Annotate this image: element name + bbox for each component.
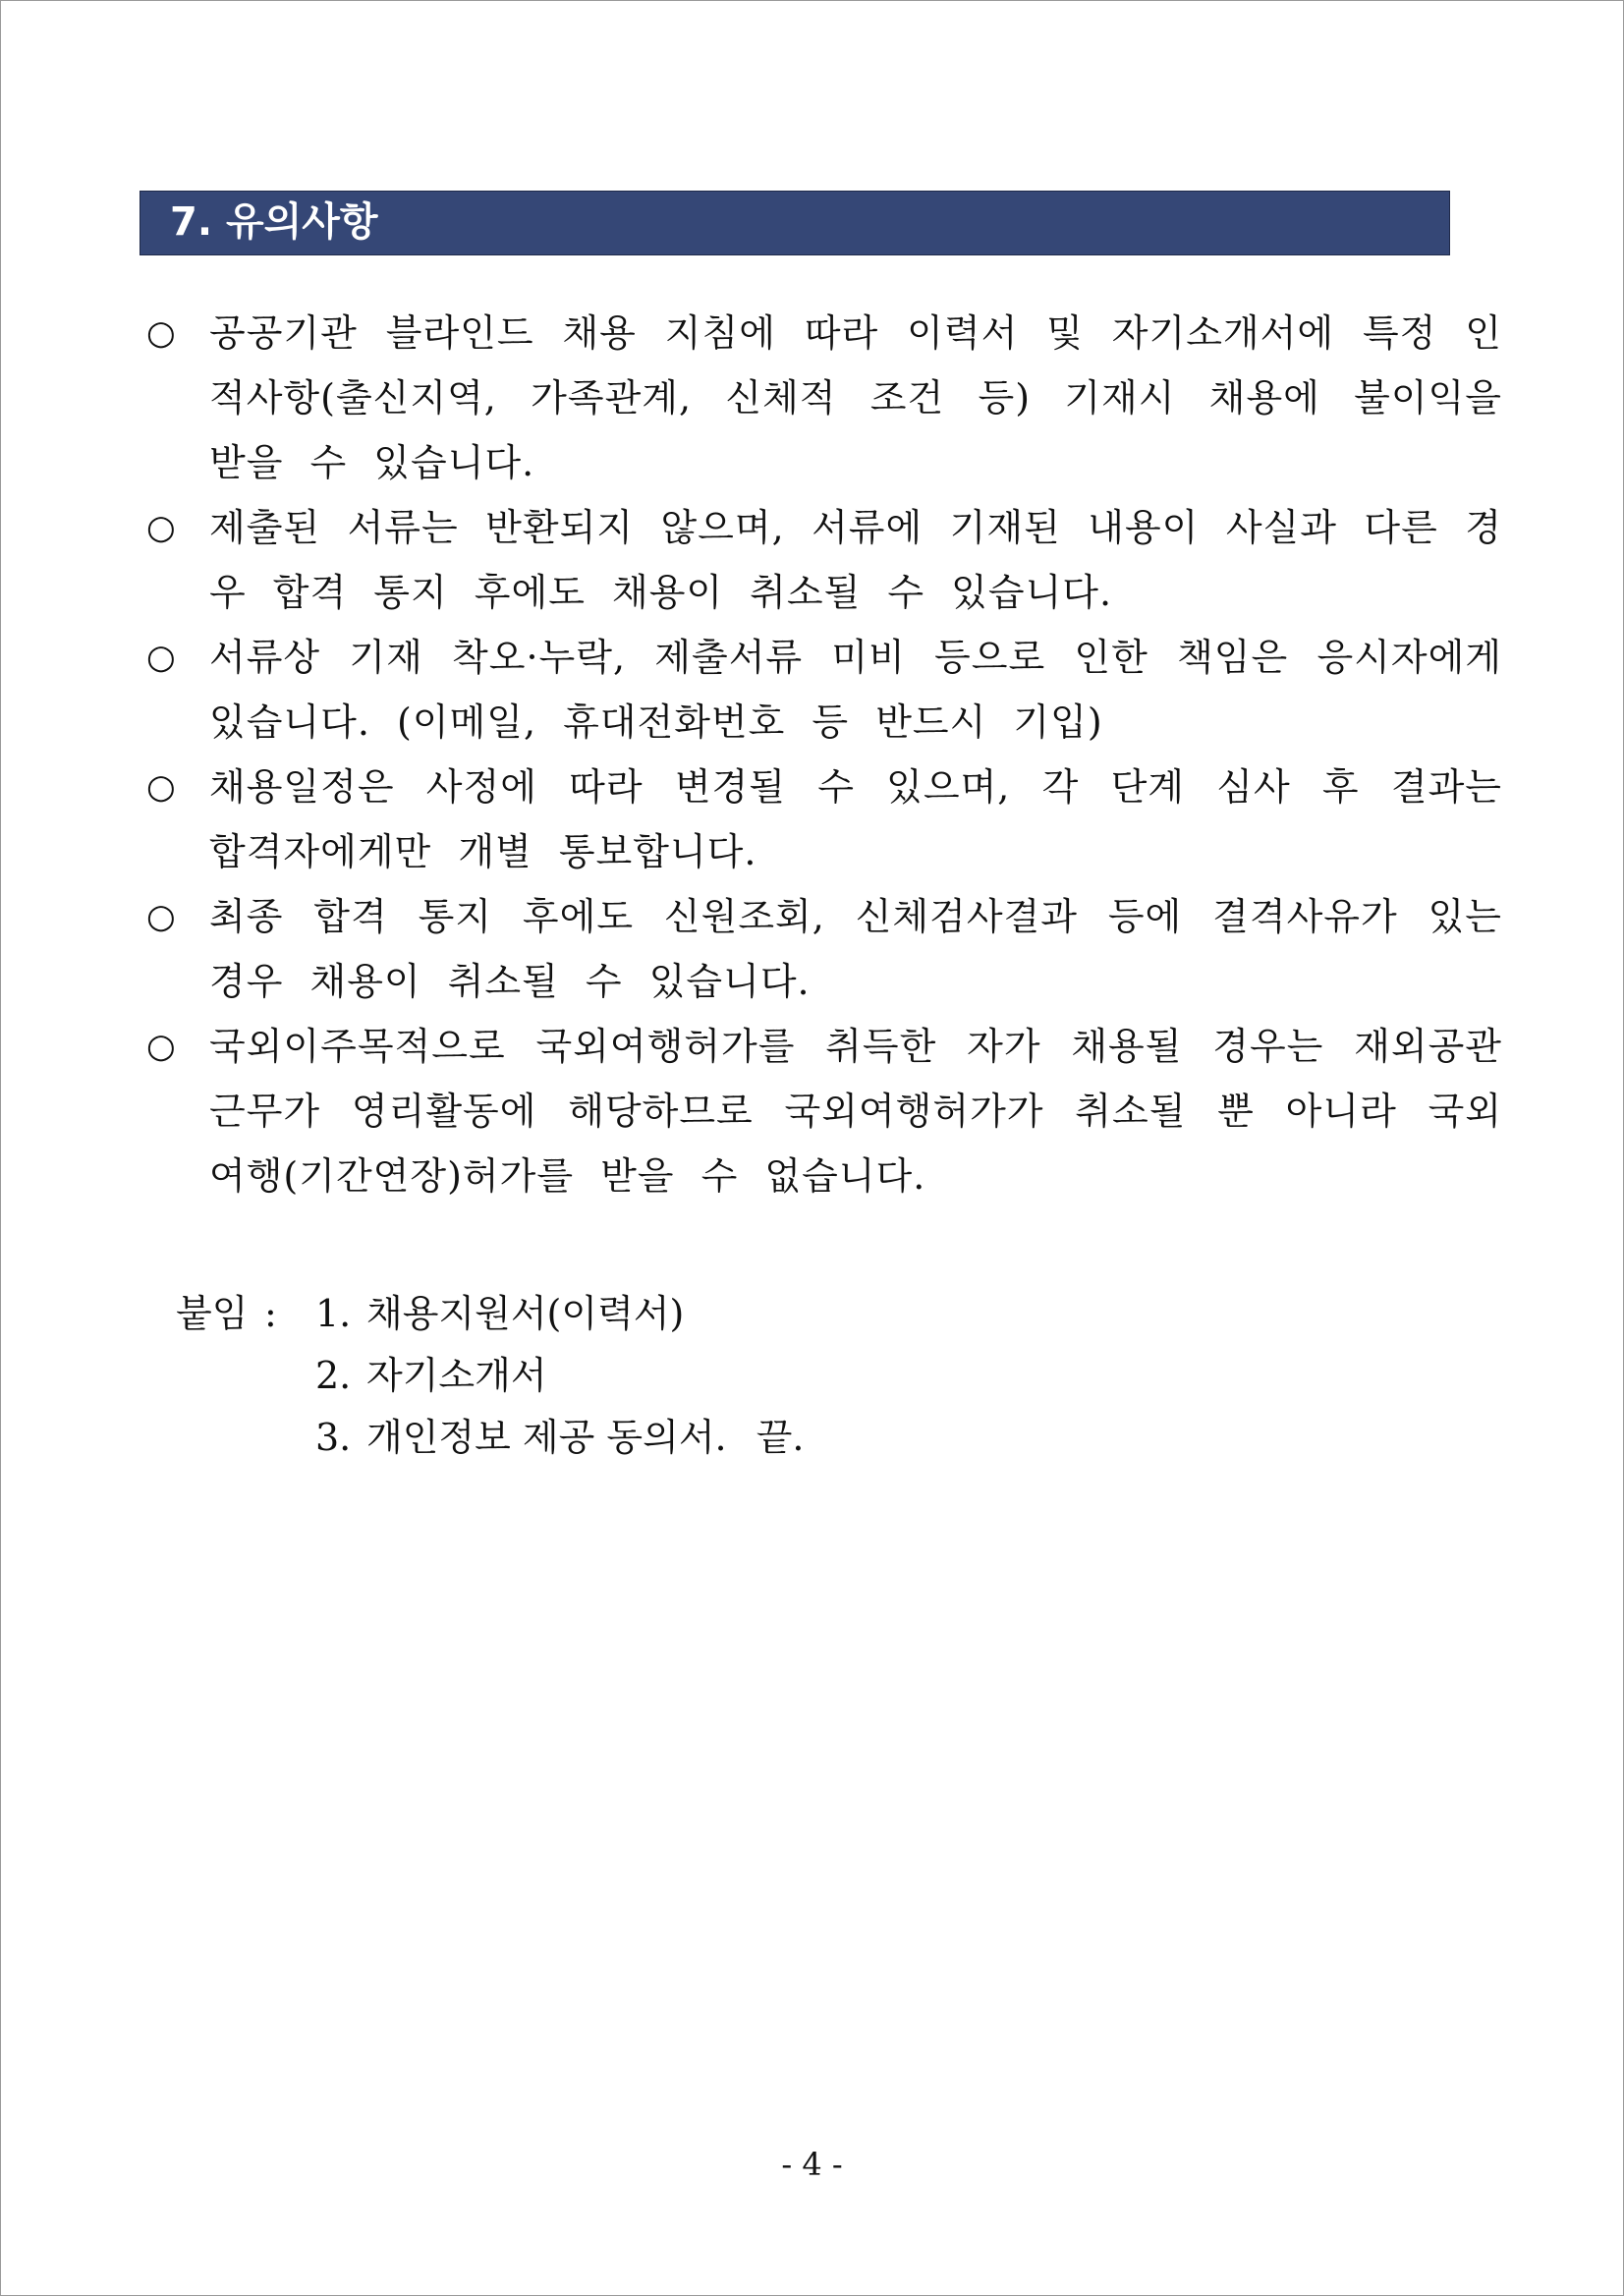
attachment-number: 1. bbox=[315, 1292, 352, 1335]
notes-list bbox=[146, 301, 1502, 1208]
attachment-number: 2. bbox=[315, 1354, 352, 1397]
note-text: 최종 합격 통지 후에도 신원조회, 신체검사결과 등에 결격사유가 있는 경우 채용이 취소될 수 있습니다. bbox=[209, 895, 1502, 1003]
bullet-circle-icon: ○ bbox=[146, 508, 176, 547]
section-title: 7. 유의사항 bbox=[170, 199, 378, 245]
list-item bbox=[146, 884, 1502, 1014]
attachment-text: 자기소개서 bbox=[366, 1354, 547, 1397]
attachment-text: 채용지원서(이력서) bbox=[366, 1292, 685, 1335]
page-number: - 4 - bbox=[781, 2146, 843, 2183]
list-item bbox=[146, 495, 1502, 625]
note-text: 제출된 서류는 반환되지 않으며, 서류에 기재된 내용이 사실과 다른 경우 합격 통지 후에도 채용이 취소될 수 있습니다. bbox=[209, 506, 1502, 614]
attachments-label: 붙임 bbox=[176, 1292, 249, 1335]
attachment-item bbox=[315, 1345, 804, 1407]
list-item bbox=[146, 1014, 1502, 1208]
bullet-circle-icon: ○ bbox=[146, 1027, 176, 1066]
note-text: 국외이주목적으로 국외여행허가를 취득한 자가 채용될 경우는 재외공관 근무가 영리활동에 해당하므로 국외여행허가가 취소될 뿐 아니라 국외여행(기간연장)허가를 받을 수 없습니다. bbox=[209, 1025, 1502, 1198]
list-item bbox=[146, 625, 1502, 755]
attachments-colon: : bbox=[264, 1292, 277, 1335]
attachment-text: 개인정보 제공 동의서. bbox=[366, 1416, 727, 1459]
bullet-circle-icon: ○ bbox=[146, 767, 176, 807]
bullet-circle-icon: ○ bbox=[146, 638, 176, 677]
end-mark: 끝. bbox=[756, 1416, 805, 1459]
list-item bbox=[146, 301, 1502, 495]
attachment-item bbox=[315, 1283, 804, 1345]
attachments-list bbox=[315, 1283, 804, 1469]
note-text: 서류상 기재 착오·누락, 제출서류 미비 등으로 인한 책임은 응시자에게 있습니다. (이메일, 휴대전화번호 등 반드시 기입) bbox=[209, 636, 1502, 744]
bullet-circle-icon: ○ bbox=[146, 313, 176, 353]
bullet-circle-icon: ○ bbox=[146, 897, 176, 936]
section-header bbox=[140, 191, 1450, 255]
attachment-number: 3. bbox=[315, 1416, 352, 1459]
attachment-item bbox=[315, 1407, 804, 1469]
note-text: 공공기관 블라인드 채용 지침에 따라 이력서 및 자기소개서에 특정 인적사항(출신지역, 가족관계, 신체적 조건 등) 기재시 채용에 불이익을 받을 수 있습니다. bbox=[209, 311, 1502, 484]
list-item bbox=[146, 755, 1502, 884]
note-text: 채용일정은 사정에 따라 변경될 수 있으며, 각 단계 심사 후 결과는 합격자에게만 개별 통보합니다. bbox=[209, 765, 1502, 873]
